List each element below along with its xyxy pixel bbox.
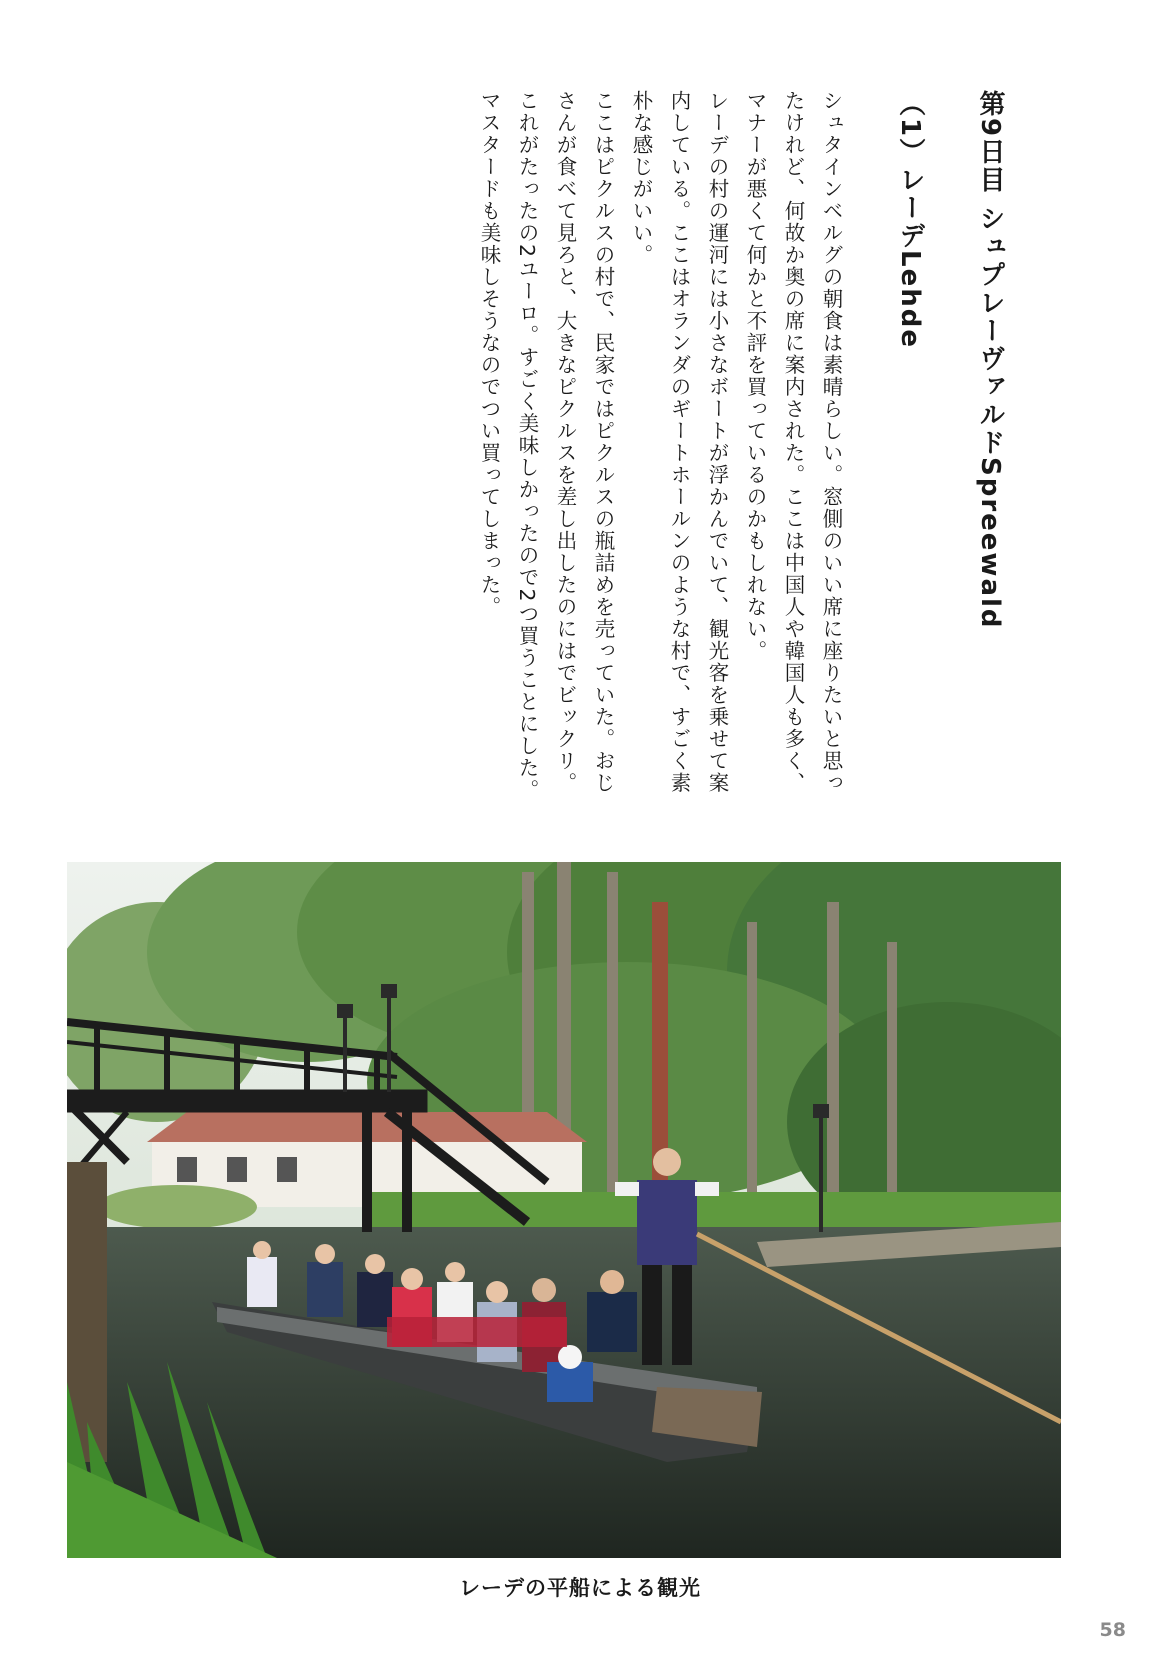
paragraph: レーデの村の運河には小さなボートが浮かんでいて、観光客を乗せて案内している。ここはオランダのギートホールンのような村で、すごく素朴な感じがいい。 [629, 90, 729, 794]
chapter-heading [970, 90, 1010, 810]
section-title: （1）レーデ [895, 90, 925, 251]
page-number: 58 [1099, 1619, 1126, 1641]
canal-boat-photo [67, 862, 1061, 1558]
chapter-title-latin: Spreewald [975, 457, 1005, 630]
paragraph: ここはピクルスの村で、民家ではピクルスの瓶詰めを売っていた。おじさんが食べて見ろと、大きなピクルスを差し出したのにはでビックリ。これがたったの2ユーロ。すごく美味しかったので2つ買うことにした。マスタードも美味しそうなのでつい買ってしまった。 [477, 90, 615, 802]
photo-caption: レーデの平船による観光 [459, 1576, 701, 1600]
shrubs [97, 1185, 257, 1229]
article-body [470, 90, 1010, 810]
paragraph: シュタインベルグの朝食は素晴らしい。窓側のいい席に座りたいと思ったけれど、何故か奥の席に案内された。ここは中国人や韓国人も多く、マナーが悪くて何かと不評を買っているのかもしれない。 [743, 90, 843, 794]
section-heading [890, 90, 930, 810]
section-title-latin: Lehde [895, 250, 925, 350]
chapter-title: 第9日目 シュプレーヴァルド [975, 90, 1005, 458]
